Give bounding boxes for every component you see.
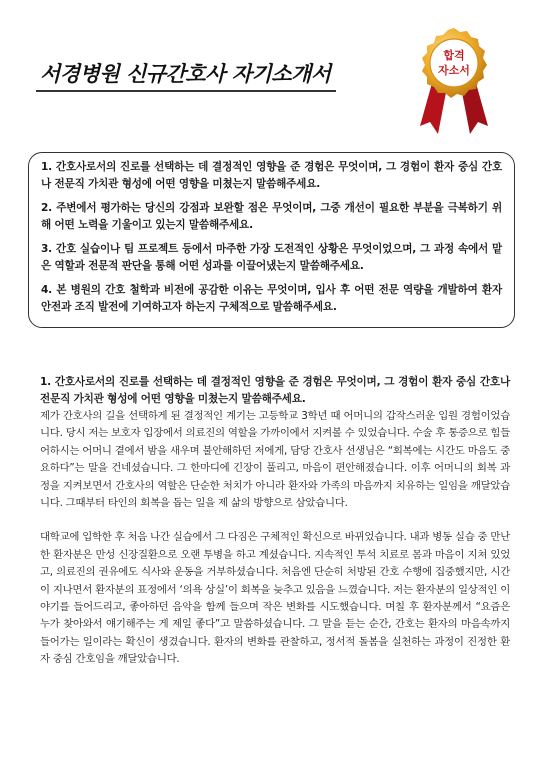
question-2: 2. 주변에서 평가하는 당신의 강점과 보완할 점은 무엇이며, 그중 개선이 필요한 부분을 극복하기 위해 어떤 노력을 기울이고 있는지 말씀해주세요. bbox=[41, 202, 502, 231]
question-4: 4. 본 병원의 간호 철학과 비전에 공감한 이유는 무엇이며, 입사 후 어떤 전문 역량을 개발하여 환자 안전과 조직 발전에 기여하고자 하는지 구체적으로 말씀해주세요. bbox=[41, 284, 502, 313]
question-box bbox=[28, 152, 515, 328]
question-3: 3. 간호 실습이나 팀 프로젝트 등에서 마주한 가장 도전적인 상황은 무엇이었으며, 그 과정 속에서 맡은 역할과 전문적 판단을 통해 어떤 성과를 이끌어냈는지 말씀해주세요. bbox=[41, 243, 502, 272]
title-underline bbox=[36, 90, 336, 92]
question-1: 1. 간호사로서의 진로를 선택하는 데 결정적인 영향을 준 경험은 무엇이며, 그 경험이 환자 중심 간호나 전문직 가치관 형성에 어떤 영향을 미쳤는지 말씀해주세요. bbox=[41, 161, 502, 190]
pass-badge-icon bbox=[414, 26, 494, 136]
answer-paragraph-2: 대학교에 입학한 후 처음 나간 실습에서 그 다짐은 구체적인 확신으로 바뀌었습니다. 내과 병동 실습 중 만난 한 환자분은 만성 신장질환으로 오랜 투병을 하고 계셨습니다. 지속적인 투석 치료로 몸과 마음이 지쳐 있었고, 의료진의 권유에도 식사와 운동을 거부하셨습니다. 처음엔 단순히 처방된 간호 수행에 집중했지만, 시간이 지나면서 환자분의 표정에서 ‘의욕 상실’이 회복을 늦추고 있음을 느꼈습니다. 저는 환자분의 일상적인 이야기를 들어드리고, 좋아하던 음악을 함께 들으며 작은 변화를 시도했습니다. 며칠 후 환자분께서 “요즘은 누가 찾아와서 얘기해주는 게 제일 좋다”고 말씀하셨습니다. 그 말을 듣는 순간, 간호는 환자의 마음속까지 들어가는 일이라는 확신이 생겼습니다. 환자의 변화를 관찰하고, 정서적 돌봄을 실천하는 과정이 진정한 환자 중심 간호임을 깨달았습니다. bbox=[40, 531, 510, 666]
page-title: 서경병원 신규간호사 자기소개서 bbox=[40, 62, 331, 86]
answer-section bbox=[40, 374, 510, 669]
badge-line2: 자소서 bbox=[438, 64, 470, 77]
answer-question-heading: 1. 간호사로서의 진로를 선택하는 데 결정적인 영향을 준 경험은 무엇이며, 그 경험이 환자 중심 간호나 전문직 가치관 형성에 어떤 영향을 미쳤는지 말씀해주세요. bbox=[40, 376, 510, 405]
answer-paragraph-1: 제가 간호사의 길을 선택하게 된 결정적인 계기는 고등학교 3학년 때 어머니의 갑작스러운 입원 경험이었습니다. 당시 저는 보호자 입장에서 의료진의 역할을 가까이에서 지켜볼 수 있었습니다. 수술 후 통증으로 힘들어하시는 어머니 곁에서 밤을 새우며 불안해하던 저에게, 담당 간호사 선생님은 “회복에는 시간도 마음도 중요하다”는 말을 건네셨습니다. 그 한마디에 긴장이 풀리고, 마음이 편안해졌습니다. 이후 어머니의 회복 과정을 지켜보면서 간호사의 역할은 단순한 처치가 아니라 환자와 가족의 마음까지 치유하는 일임을 깨달았습니다. 그때부터 타인의 회복을 돕는 일을 제 삶의 방향으로 삼았습니다. bbox=[40, 410, 510, 510]
badge-line1: 합격 bbox=[443, 49, 465, 62]
